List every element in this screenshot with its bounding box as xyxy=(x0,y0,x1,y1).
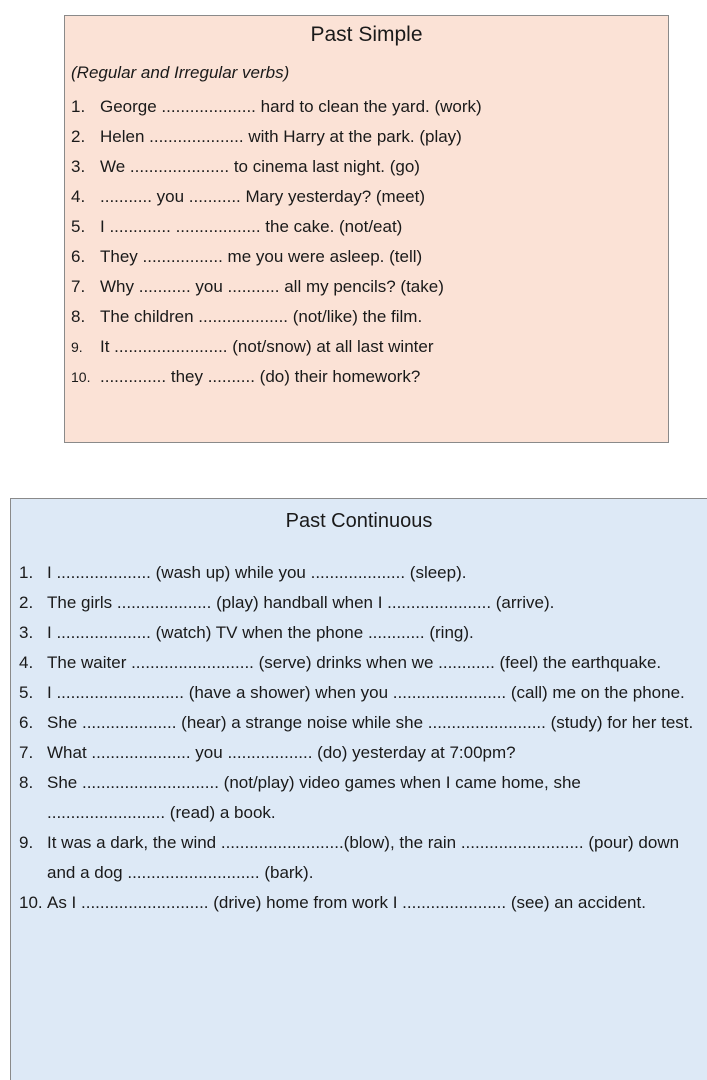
exercise-item xyxy=(19,888,701,918)
item-number: 10. xyxy=(71,369,91,385)
item-number: 5. xyxy=(71,217,86,236)
past-simple-box xyxy=(64,15,669,443)
exercise-item xyxy=(19,708,701,738)
past-continuous-box xyxy=(10,498,707,1080)
item-text: I .................... (wash up) while you .................... (sleep). xyxy=(47,563,467,582)
item-number: 1. xyxy=(71,97,86,116)
item-number: 9. xyxy=(19,833,34,852)
exercise-item xyxy=(71,302,658,332)
item-number: 4. xyxy=(71,187,86,206)
item-text: I .................... (watch) TV when the phone ............ (ring). xyxy=(47,623,474,642)
item-number: 5. xyxy=(19,683,34,702)
item-number: 4. xyxy=(19,653,34,672)
item-text: ........... you ........... Mary yesterday? (meet) xyxy=(100,187,425,206)
past-simple-exercise-list xyxy=(71,92,658,392)
item-number: 9. xyxy=(71,339,83,355)
exercise-item xyxy=(71,152,658,182)
exercise-item xyxy=(71,92,658,122)
exercise-item xyxy=(71,332,658,362)
exercise-item xyxy=(71,362,658,392)
item-text: Helen .................... with Harry at the park. (play) xyxy=(100,127,462,146)
item-text: They ................. me you were asleep. (tell) xyxy=(100,247,423,266)
item-text: .............. they .......... (do) their homework? xyxy=(100,367,421,386)
item-number: 2. xyxy=(71,127,86,146)
exercise-item xyxy=(19,678,701,708)
past-continuous-exercise-list xyxy=(19,558,701,918)
exercise-item xyxy=(19,618,701,648)
past-simple-subtitle: (Regular and Irregular verbs) xyxy=(71,63,290,82)
item-text: Why ........... you ........... all my pencils? (take) xyxy=(100,277,444,296)
exercise-item xyxy=(71,212,658,242)
exercise-item xyxy=(19,648,701,678)
item-number: 8. xyxy=(71,307,86,326)
exercise-item xyxy=(71,272,658,302)
past-simple-title: Past Simple xyxy=(310,23,423,46)
exercise-item xyxy=(19,558,701,588)
exercise-item xyxy=(19,768,701,828)
item-number: 3. xyxy=(71,157,86,176)
item-number: 6. xyxy=(19,713,34,732)
item-number: 1. xyxy=(19,563,34,582)
exercise-item xyxy=(19,828,701,888)
item-text: I ............. .................. the cake. (not/eat) xyxy=(100,217,403,236)
exercise-item xyxy=(71,182,658,212)
item-number: 7. xyxy=(19,743,34,762)
item-text: The girls .................... (play) handball when I ...................... (arrive). xyxy=(47,593,555,612)
item-number: 7. xyxy=(71,277,86,296)
item-number: 6. xyxy=(71,247,86,266)
exercise-item xyxy=(19,738,701,768)
item-text: George .................... hard to clean the yard. (work) xyxy=(100,97,482,116)
item-number: 10. xyxy=(19,893,43,912)
item-text: The children ................... (not/like) the film. xyxy=(100,307,423,326)
item-text: We ..................... to cinema last night. (go) xyxy=(100,157,420,176)
exercise-item xyxy=(71,122,658,152)
item-number: 2. xyxy=(19,593,34,612)
exercise-item xyxy=(71,242,658,272)
item-text: I ........................... (have a shower) when you ........................ (call) me on the phone. xyxy=(47,683,685,702)
item-text: What ..................... you .................. (do) yesterday at 7:00pm? xyxy=(47,743,516,762)
item-number: 8. xyxy=(19,773,34,792)
item-text: It was a dark, the wind ..........................(blow), the rain .......................... (pour) down and a dog ............................ (bark). xyxy=(47,833,680,882)
item-text: She ............................. (not/play) video games when I came home, she ......................... (read) a book. xyxy=(47,773,581,822)
item-text: The waiter .......................... (serve) drinks when we ............ (feel) the earthquake. xyxy=(47,653,662,672)
item-text: She .................... (hear) a strange noise while she ......................... (study) for her test. xyxy=(47,713,694,732)
item-text: As I ........................... (drive) home from work I ...................... (see) an accident. xyxy=(47,893,646,912)
item-text: It ........................ (not/snow) at all last winter xyxy=(100,337,434,356)
exercise-item xyxy=(19,588,701,618)
item-number: 3. xyxy=(19,623,34,642)
past-continuous-title: Past Continuous xyxy=(285,510,433,532)
